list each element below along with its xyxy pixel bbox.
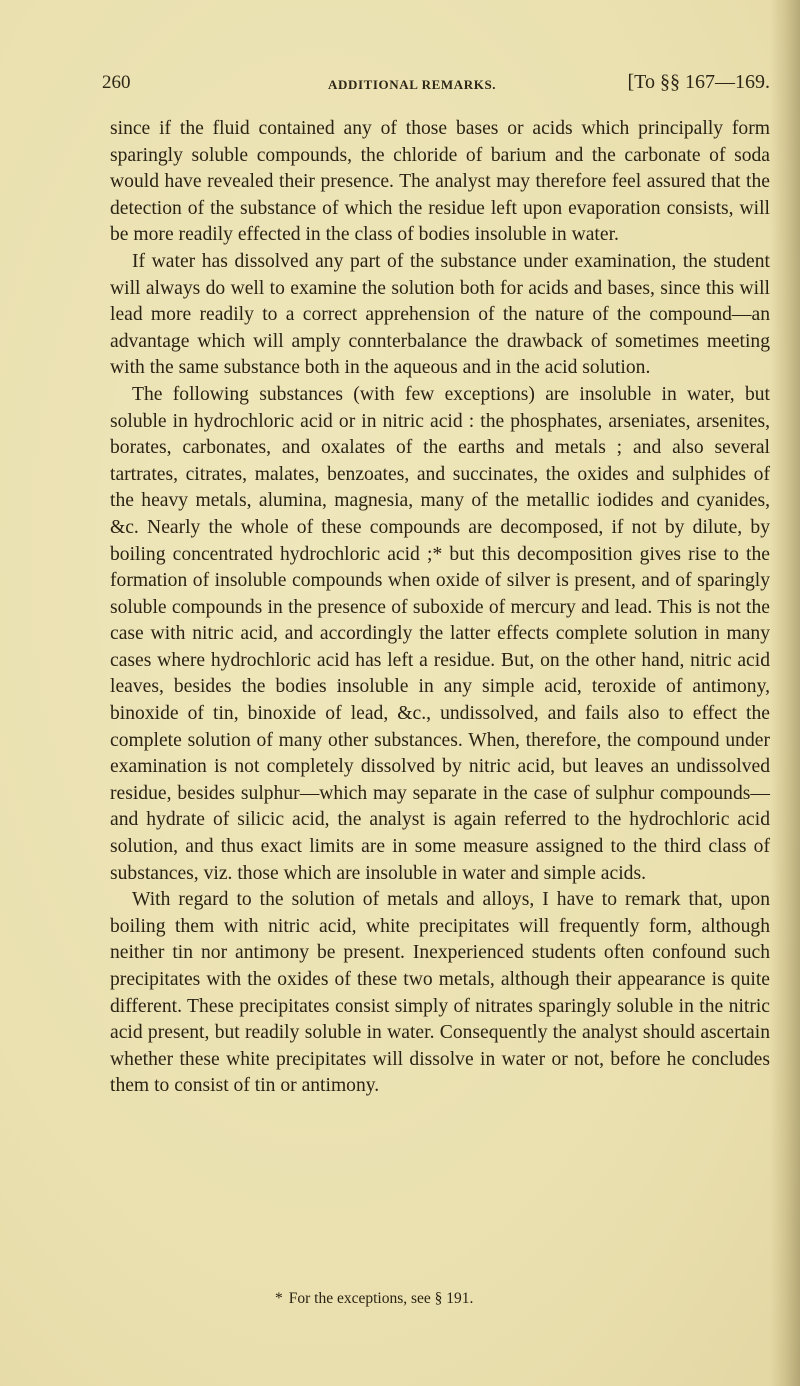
footnote-text: For the exceptions, see § 191. <box>288 1290 474 1307</box>
page-number: 260 <box>102 72 131 93</box>
footnote-mark: * <box>275 1290 283 1307</box>
running-head: ADDITIONAL REMARKS. <box>328 77 497 92</box>
footnote <box>275 1290 473 1308</box>
paragraph: The following substances (with few exceptions) are insoluble in water, but soluble in hydrochloric acid or in nitric acid : the phosphates, arseniates, arsenites, borates, carbonates, and oxalates of the earths and metals ; and also several tartrates, citrates, malates, benzoates, and succinates, the oxides and sulphides of the heavy metals, alumina, magnesia, many of the metallic iodides and cyanides, &c. Nearly the whole of these compounds are decomposed, if not by dilute, by boiling concentrated hydrochloric acid ;* but this decomposition gives rise to the formation of insoluble compounds when oxide of silver is present, and of sparingly soluble compounds in the presence of suboxide of mercury and lead. This is not the case with nitric acid, and accordingly the latter effects complete solution in many cases where hydrochloric acid has left a residue. But, on the other hand, nitric acid leaves, besides the bodies insoluble in any simple acid, teroxide of antimony, binoxide of tin, binoxide of lead, &c., undissolved, and fails also to effect the complete solution of many other substances. When, therefore, the compound under examination is not completely dissolved by nitric acid, but leaves an undissolved residue, besides sulphur—which may separate in the case of sulphur compounds—and hydrate of silicic acid, the analyst is again referred to the hydrochloric acid solution, and thus exact limits are in some measure assigned to the third class of substances, viz. those which are insoluble in water and simple acids. <box>110 383 770 884</box>
paragraph: With regard to the solution of metals and alloys, I have to remark that, upon boiling them with nitric acid, white precipitates will frequently form, although neither tin nor antimony be present. Inexperienced students often confound such precipitates with the oxides of these two metals, although their appearance is quite different. These precipitates consist simply of nitrates sparingly soluble in the nitric acid present, but readily soluble in water. Consequently the analyst should ascertain whether these white precipitates will dissolve in water or not, before he concludes them to consist of tin or antimony. <box>110 889 770 1097</box>
paragraph-continuation: since if the fluid contained any of those bases or acids which principally form sparingly soluble compounds, the chloride of barium and the carbonate of soda would have revealed their presence. The analyst may therefore feel assured that the detection of the substance of which the residue left upon evaporation consists, will be more readily effected in the class of bodies insoluble in water. <box>110 118 770 246</box>
section-reference: [To §§ 167—169. <box>627 71 770 93</box>
body-text <box>110 116 770 1100</box>
page-header <box>102 70 770 104</box>
paragraph: If water has dissolved any part of the substance under examination, the student will always do well to examine the solution both for acids and bases, since this will lead more readily to a correct apprehension of the nature of the compound—an advantage which will amply connterbalance the drawback of sometimes meeting with the same substance both in the aqueous and in the acid solution. <box>110 250 770 379</box>
